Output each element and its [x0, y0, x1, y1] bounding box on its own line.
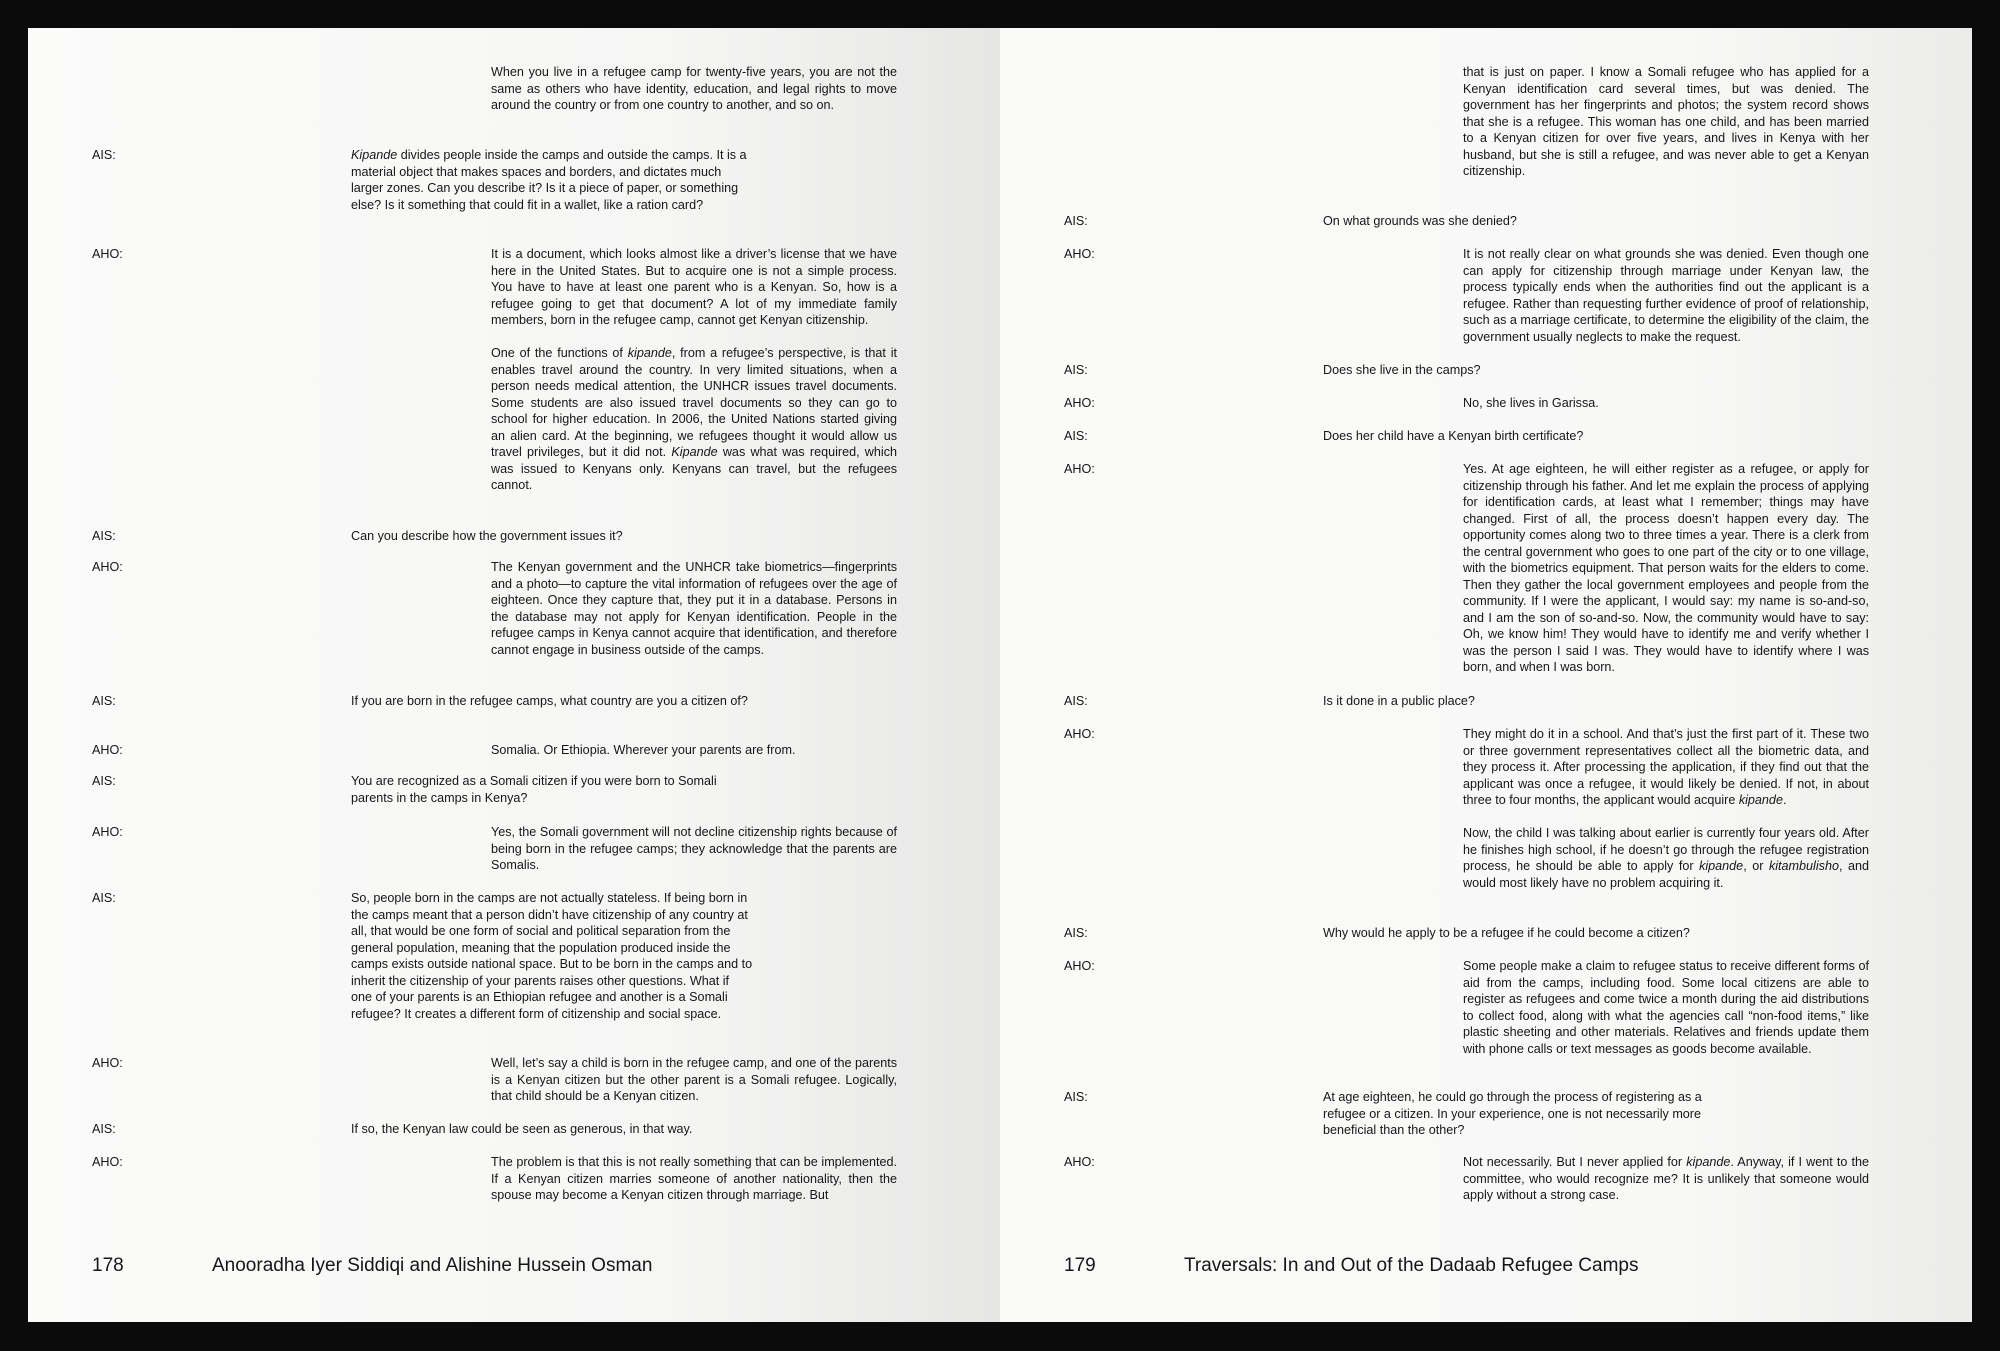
speaker-label: AIS:	[1064, 214, 1088, 228]
answer-text: When you live in a refugee camp for twenty-five years, you are not the same as others who have identity, education, and legal rights to move around the country or from one country to another, and so on.	[491, 65, 897, 112]
speaker-label: AHO:	[1064, 727, 1095, 741]
speaker-label: AHO:	[92, 743, 123, 757]
answer-text	[1463, 726, 1869, 891]
speaker-label: AHO:	[1064, 396, 1095, 410]
answer-text: Yes. At age eighteen, he will either register as a refugee, or apply for citizenship through his father. And let me explain the process of applying for identification cards, at least what I remember; things may have changed. First of all, the process doesn’t happen every day. The opportunity comes along two to three times a year. There is a clerk from the central government who goes to one part of the city or to one village, with the biometrics equipment. That person waits for the elders to come. Then they gather the local government employees and people from the community. If I were the applicant, I would say: my name is so-and-so, and I am the son of so-and-so. Now, the community would have to say: Oh, we know him! They would have to identify me and verify whether I was the person I said I was. They would have to identify where I was born, and when I was born.	[1463, 462, 1869, 674]
answer-text: The problem is that this is not really something that can be implemented. If a Kenyan citizen marries someone of another nationality, then the spouse may become a Kenyan citizen through marriage. But	[491, 1155, 897, 1202]
speaker-label: AHO:	[1064, 959, 1095, 973]
speaker-label: AIS:	[92, 694, 116, 708]
page-number: 178	[92, 1255, 124, 1276]
page-number: 179	[1064, 1255, 1096, 1276]
speaker-label: AHO:	[1064, 462, 1095, 476]
answer-text: Somalia. Or Ethiopia. Wherever your parents are from.	[491, 743, 796, 757]
question-text: On what grounds was she denied?	[1323, 214, 1517, 228]
answer-text	[491, 246, 897, 494]
answer-text: It is not really clear on what grounds she was denied. Even though one can apply for citizenship through marriage under Kenyan law, the process typically ends when the authorities find out the applicant is a refugee. Rather than requesting further evidence of proof of relationship, such as a marriage certificate, to determine the eligibility of the claim, the government usually neglects to make the request.	[1463, 247, 1869, 344]
question-text: Is it done in a public place?	[1323, 694, 1475, 708]
speaker-label: AIS:	[92, 148, 116, 162]
answer-text: Yes, the Somali government will not decline citizenship rights because of being born in the refugee camps; they acknowledge that the parents are Somalis.	[491, 825, 897, 872]
speaker-label: AHO:	[92, 825, 123, 839]
answer-text: Some people make a claim to refugee status to receive different forms of aid from the camps, including food. Some local citizens are able to register as refugees and come twice a month during the aid distributions to collect food, along with what the agencies call “non-food items,” like plastic sheeting and other materials. Relatives and friends update them with phone calls or text messages as goods become available.	[1463, 959, 1869, 1056]
book-spread	[28, 28, 1972, 1322]
speaker-label: AHO:	[1064, 1155, 1095, 1169]
speaker-label: AIS:	[1064, 1090, 1088, 1104]
speaker-label: AHO:	[92, 247, 123, 261]
speaker-label: AIS:	[1064, 694, 1088, 708]
question-text: Does she live in the camps?	[1323, 363, 1481, 377]
answer-text: that is just on paper. I know a Somali refugee who has applied for a Kenyan identification card several times, but was denied. The government has her fingerprints and photos; the system record shows that she is a refugee. This woman has one child, and has been married to a Kenyan citizen for over five years, and lives in Kenya with her husband, but she is still a refugee, and was never able to get a Kenyan citizenship.	[1463, 65, 1869, 178]
answer-text: No, she lives in Garissa.	[1463, 396, 1599, 410]
speaker-label: AIS:	[1064, 363, 1088, 377]
running-head: Traversals: In and Out of the Dadaab Refugee Camps	[1184, 1255, 1639, 1276]
speaker-label: AIS:	[92, 1122, 116, 1136]
question-text: You are recognized as a Somali citizen if you were born to Somali parents in the camps in Kenya?	[351, 774, 717, 805]
question-text: At age eighteen, he could go through the process of registering as a refugee or a citizen. In your experience, one is not necessarily more beneficial than the other?	[1323, 1090, 1702, 1137]
answer-text: Not necessarily. But I never applied for kipande. Anyway, if I went to the committee, who would recognize me? It is unlikely that someone would apply without a strong case.	[1463, 1155, 1869, 1202]
speaker-label: AIS:	[1064, 926, 1088, 940]
question-text: So, people born in the camps are not actually stateless. If being born in the camps meant that a person didn’t have citizenship of any country at all, that would be one form of social and political separation from the general population, meaning that the population produced inside the camps exists outside national space. But to be born in the camps and to inherit the citizenship of your parents raises other questions. What if one of your parents is an Ethiopian refugee and another is a Somali refugee? It creates a different form of citizenship and social space.	[351, 891, 753, 1021]
question-rest: divides people inside the camps and outside the camps. It is a material object that makes spaces and borders, and dictates much larger zones. Can you describe it? Is it a piece of paper, or something else? Is it something that could fit in a wallet, like a ration card?	[351, 148, 747, 212]
paragraph: They might do it in a school. And that’s just the first part of it. These two or three government representatives collect all the biometric data, and they process it. After processing the application, if they find out that the applicant was once a refugee, it would likely be denied. If not, in about three to four months, the applicant would acquire kipande.	[1463, 727, 1869, 807]
speaker-label: AIS:	[1064, 429, 1088, 443]
question-text: Why would he apply to be a refugee if he could become a citizen?	[1323, 926, 1690, 940]
right-page	[1000, 28, 1972, 1322]
answer-text: Well, let’s say a child is born in the refugee camp, and one of the parents is a Kenyan citizen but the other parent is a Somali refugee. Logically, that child should be a Kenyan citizen.	[491, 1056, 897, 1103]
question-text: Can you describe how the government issues it?	[351, 529, 623, 543]
speaker-label: AHO:	[92, 1056, 123, 1070]
speaker-label: AHO:	[92, 560, 123, 574]
question-text: If you are born in the refugee camps, what country are you a citizen of?	[351, 694, 748, 708]
paragraph: Now, the child I was talking about earlier is currently four years old. After he finishes high school, if he doesn’t go through the refugee registration process, he should be able to apply for kipande, or kitambulisho, and would most likely have no problem acquiring it.	[1463, 826, 1869, 890]
left-page	[28, 28, 1000, 1322]
question-text: If so, the Kenyan law could be seen as generous, in that way.	[351, 1122, 693, 1136]
speaker-label: AIS:	[92, 774, 116, 788]
running-head: Anooradha Iyer Siddiqi and Alishine Hussein Osman	[212, 1255, 653, 1276]
speaker-label: AHO:	[92, 1155, 123, 1169]
italic-term: Kipande	[351, 148, 398, 162]
paragraph: One of the functions of kipande, from a refugee’s perspective, is that it enables travel around the country. In very limited situations, when a person needs medical attention, the UNHCR issues travel documents. Some students are also issued travel documents so they can go to school for higher education. In 2006, the United Nations started giving an alien card. At the beginning, we refugees thought it would allow us travel privileges, but it did not. Kipande was what was required, which was issued to Kenyans only. Kenyans can travel, but the refugees cannot.	[491, 346, 898, 492]
paragraph: It is a document, which looks almost like a driver’s license that we have here in the United States. But to acquire one is not a simple process. You have to have at least one parent who is a Kenyan. So, how is a refugee going to get that document? A lot of my immediate family members, born in the refugee camp, cannot get Kenyan citizenship.	[491, 247, 897, 327]
speaker-label: AHO:	[1064, 247, 1095, 261]
question-text	[351, 147, 753, 213]
answer-text: The Kenyan government and the UNHCR take biometrics—fingerprints and a photo—to capture the vital information of refugees over the age of eighteen. Once they capture that, they put it in a database. Persons in the database may not apply for Kenyan identification. People in the refugee camps in Kenya cannot acquire that identification, and therefore cannot engage in business outside of the camps.	[491, 560, 897, 657]
speaker-label: AIS:	[92, 529, 116, 543]
question-text: Does her child have a Kenyan birth certificate?	[1323, 429, 1584, 443]
speaker-label: AIS:	[92, 891, 116, 905]
